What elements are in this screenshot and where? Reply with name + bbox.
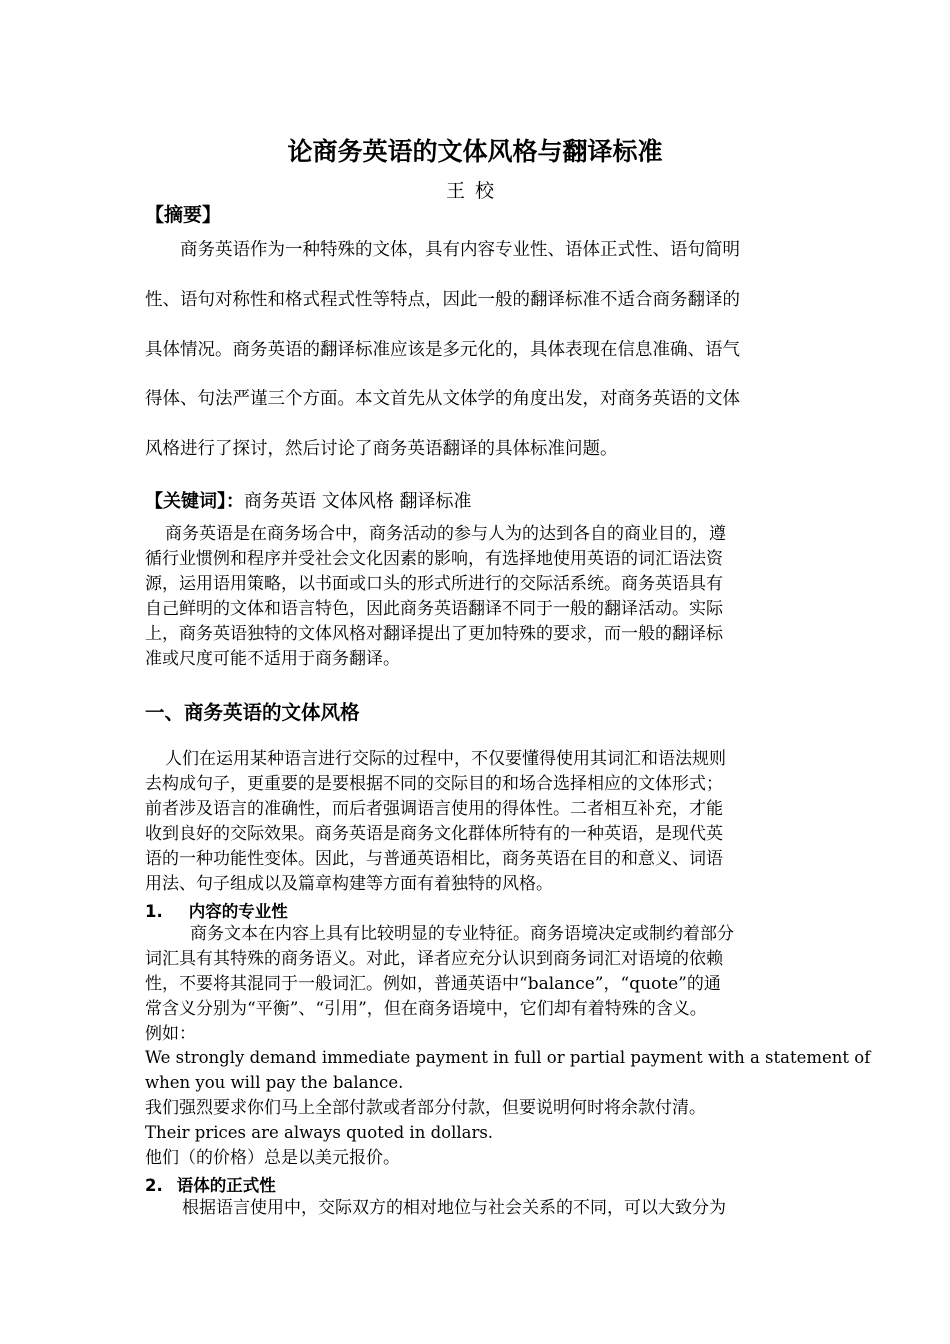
section-para-line: 收到良好的交际效果。商务英语是商务文化群体所特有的一种英语，是现代英	[145, 824, 723, 844]
subsection-number: 2.	[145, 1176, 163, 1195]
author-name: 王校	[445, 180, 504, 202]
abstract-line: 风格进行了探讨，然后讨论了商务英语翻译的具体标准问题。	[145, 439, 618, 459]
abstract-line: 性、语句对称性和格式程式性等特点，因此一般的翻译标准不适合商务翻译的	[145, 290, 740, 310]
intro-line: 自己鲜明的文体和语言特色，因此商务英语翻译不同于一般的翻译活动。实际	[145, 599, 723, 619]
subsection-line: 商务文本在内容上具有比较明显的专业特征。商务语境决定或制约着部分	[190, 924, 734, 944]
example-english-line: We strongly demand immediate payment in full or partial payment with a statement of	[145, 1048, 871, 1067]
section-para-line: 用法、句子组成以及篇章构建等方面有着独特的风格。	[145, 874, 553, 894]
subsection-number: 1.	[145, 902, 163, 921]
section-para-line: 语的一种功能性变体。因此，与普通英语相比，商务英语在目的和意义、词语	[145, 849, 723, 869]
subsection-heading	[145, 898, 288, 922]
subsection-line: 词汇具有其特殊的商务语义。对此，译者应充分认识到商务词汇对语境的依赖	[145, 949, 723, 969]
keywords-heading: 【关键词】：	[145, 491, 244, 512]
example-chinese-line: 我们强烈要求你们马上全部付款或者部分付款，但要说明何时将余款付清。	[145, 1098, 706, 1118]
document-title: 论商务英语的文体风格与翻译标准	[287, 137, 663, 166]
keywords	[145, 487, 471, 513]
section-para-line: 前者涉及语言的准确性，而后者强调语言使用的得体性。二者相互补充，才能	[145, 799, 723, 819]
subsection-line: 性，不要将其混同于一般词汇。例如，普通英语中“balance”，“quote”的通	[145, 974, 721, 994]
intro-line: 商务英语是在商务场合中，商务活动的参与人为的达到各自的商业目的，遵	[165, 524, 726, 544]
abstract-line: 得体、句法严谨三个方面。本文首先从文体学的角度出发，对商务英语的文体	[145, 389, 740, 409]
keywords-text: 商务英语 文体风格 翻译标准	[244, 491, 472, 512]
intro-line: 准或尺度可能不适用于商务翻译。	[145, 649, 400, 669]
section-para-line: 去构成句子，更重要的是要根据不同的交际目的和场合选择相应的文体形式；	[145, 774, 723, 794]
subsection-line: 例如：	[145, 1024, 196, 1044]
intro-line: 上，商务英语独特的文体风格对翻译提出了更加特殊的要求，而一般的翻译标	[145, 624, 723, 644]
subsection-line: 常含义分别为“平衡”、“引用”，但在商务语境中，它们却有着特殊的含义。	[145, 999, 707, 1019]
section-heading: 一、商务英语的文体风格	[145, 701, 360, 724]
intro-line: 源，运用语用策略，以书面或口头的形式所进行的交际活系统。商务英语具有	[145, 574, 723, 594]
subsection-title: 语体的正式性	[176, 1176, 276, 1195]
abstract-heading: 【摘要】	[145, 204, 222, 226]
subsection-title: 内容的专业性	[188, 902, 288, 921]
intro-line: 循行业惯例和程序并受社会文化因素的影响，有选择地使用英语的词汇语法资	[145, 549, 723, 569]
example-chinese-line: 他们（的价格）总是以美元报价。	[145, 1148, 400, 1168]
section-para-line: 人们在运用某种语言进行交际的过程中，不仅要懂得使用其词汇和语法规则	[165, 749, 726, 769]
abstract-line: 商务英语作为一种特殊的文体，具有内容专业性、语体正式性、语句简明	[180, 240, 740, 260]
example-english-line: Their prices are always quoted in dollars.	[145, 1123, 494, 1142]
subsection-heading	[145, 1172, 276, 1196]
example-english-line: when you will pay the balance.	[145, 1073, 404, 1092]
abstract-line: 具体情况。商务英语的翻译标准应该是多元化的，具体表现在信息准确、语气	[145, 340, 740, 360]
subsection-line: 根据语言使用中，交际双方的相对地位与社会关系的不同，可以大致分为	[182, 1198, 726, 1218]
